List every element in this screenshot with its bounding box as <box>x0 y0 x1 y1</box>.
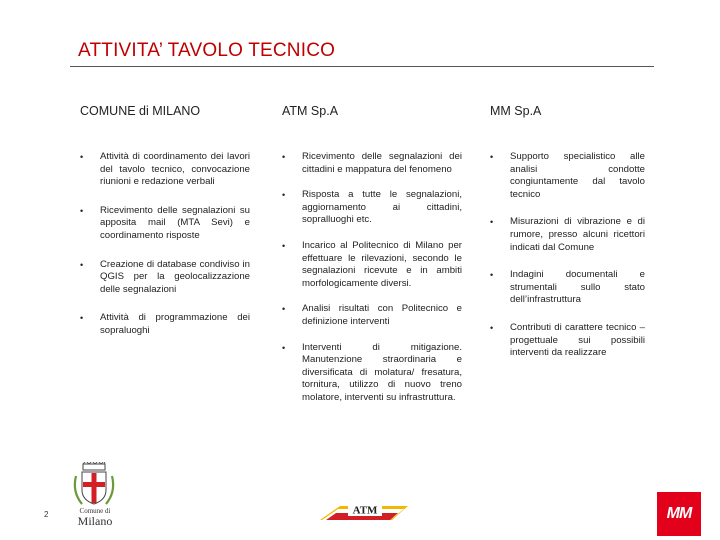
bullet-text: Contributi di carattere tecnico – progettuale sui possibili interventi da realizzare <box>510 321 645 359</box>
bullet-text: Analisi risultati con Politecnico e definizione interventi <box>302 303 462 327</box>
bullet-marker: • <box>80 259 84 270</box>
bullet-marker: • <box>80 313 84 324</box>
bullet-marker: • <box>490 152 494 162</box>
bullet-item <box>490 151 645 201</box>
logo-title: Milano <box>77 514 113 528</box>
logo-subtitle: Comune di <box>79 507 111 515</box>
bullet-text: Interventi di mitigazione. Manutenzione straordinaria e diversificata di molatura/ fresatura, tornitura, utilizzo di nuovo treno molatore, interventi su infrastruttura. <box>302 341 462 403</box>
bullet-item <box>80 151 250 189</box>
column-header: ATM Sp.A <box>282 104 339 118</box>
bullet-item <box>282 189 462 227</box>
bullet-item <box>490 216 645 254</box>
bullet-text: Incarico al Politecnico di Milano per effettuare le rilevazioni, secondo le segnalazioni ricevute e in ambiti morfologicamente diversi. <box>302 239 462 289</box>
atm-logo-icon <box>318 500 410 522</box>
bullet-marker: • <box>282 240 286 251</box>
bullet-item <box>282 303 462 328</box>
bullet-item <box>490 322 645 360</box>
bullet-item <box>80 312 250 337</box>
bullet-text: Attività di programmazione dei sopraluoghi <box>100 312 250 336</box>
bullet-marker: • <box>282 342 286 353</box>
bullet-item <box>490 269 645 307</box>
bullet-list <box>80 151 250 338</box>
bullet-marker: • <box>490 217 494 228</box>
bullet-marker: • <box>490 270 494 281</box>
bullet-marker: • <box>282 190 286 201</box>
bullet-item <box>80 259 250 297</box>
bullet-marker: • <box>282 304 286 315</box>
bullet-item <box>282 151 462 176</box>
page-number: 2 <box>44 510 49 519</box>
bullet-text: Indagini documentali e strumentali sullo stato dell’infrastruttura <box>510 269 645 306</box>
bullet-item <box>80 205 250 243</box>
bullet-text: Supporto specialistico alle analisi condotte congiuntamente dal tavolo tecnico <box>510 151 645 200</box>
bullet-item <box>282 342 462 405</box>
bullet-list <box>282 151 462 405</box>
bullet-marker: • <box>282 152 286 162</box>
bullet-text: Attività di coordinamento dei lavori del tavolo tecnico, convocazione riunioni e redazione verbali <box>100 151 250 188</box>
bullet-text: Ricevimento delle segnalazioni su apposita mail (MTA Sevi) e coordinamento risposte <box>100 204 250 241</box>
slide-title: ATTIVITA’ TAVOLO TECNICO <box>78 40 336 61</box>
bullet-list <box>490 151 645 360</box>
column-comune-milano <box>80 104 250 354</box>
bullet-text: Risposta a tutte le segnalazioni, aggiornamento ai cittadini, sopralluoghi etc. <box>302 189 462 226</box>
column-atm <box>282 104 462 418</box>
atm-logo-text: ATM <box>352 504 378 517</box>
column-mm <box>490 104 645 375</box>
bullet-marker: • <box>80 152 84 162</box>
bullet-text: Ricevimento delle segnalazioni dei cittadini e mappatura del fenomeno <box>302 151 462 175</box>
bullet-marker: • <box>490 322 494 333</box>
bullet-text: Creazione di database condiviso in QGIS per la geolocalizzazione delle segnalazioni <box>100 258 250 295</box>
bullet-item <box>282 240 462 290</box>
title-divider <box>70 66 654 67</box>
bullet-text: Misurazioni di vibrazione e di rumore, presso alcuni ricettori indicati dal Comune <box>510 216 645 253</box>
bullet-marker: • <box>80 205 84 216</box>
mm-logo-text: MM <box>666 505 692 522</box>
comune-milano-wordmark <box>72 507 118 528</box>
mm-logo-icon <box>657 492 701 536</box>
column-header: COMUNE di MILANO <box>80 104 201 118</box>
column-header: MM Sp.A <box>490 104 542 118</box>
